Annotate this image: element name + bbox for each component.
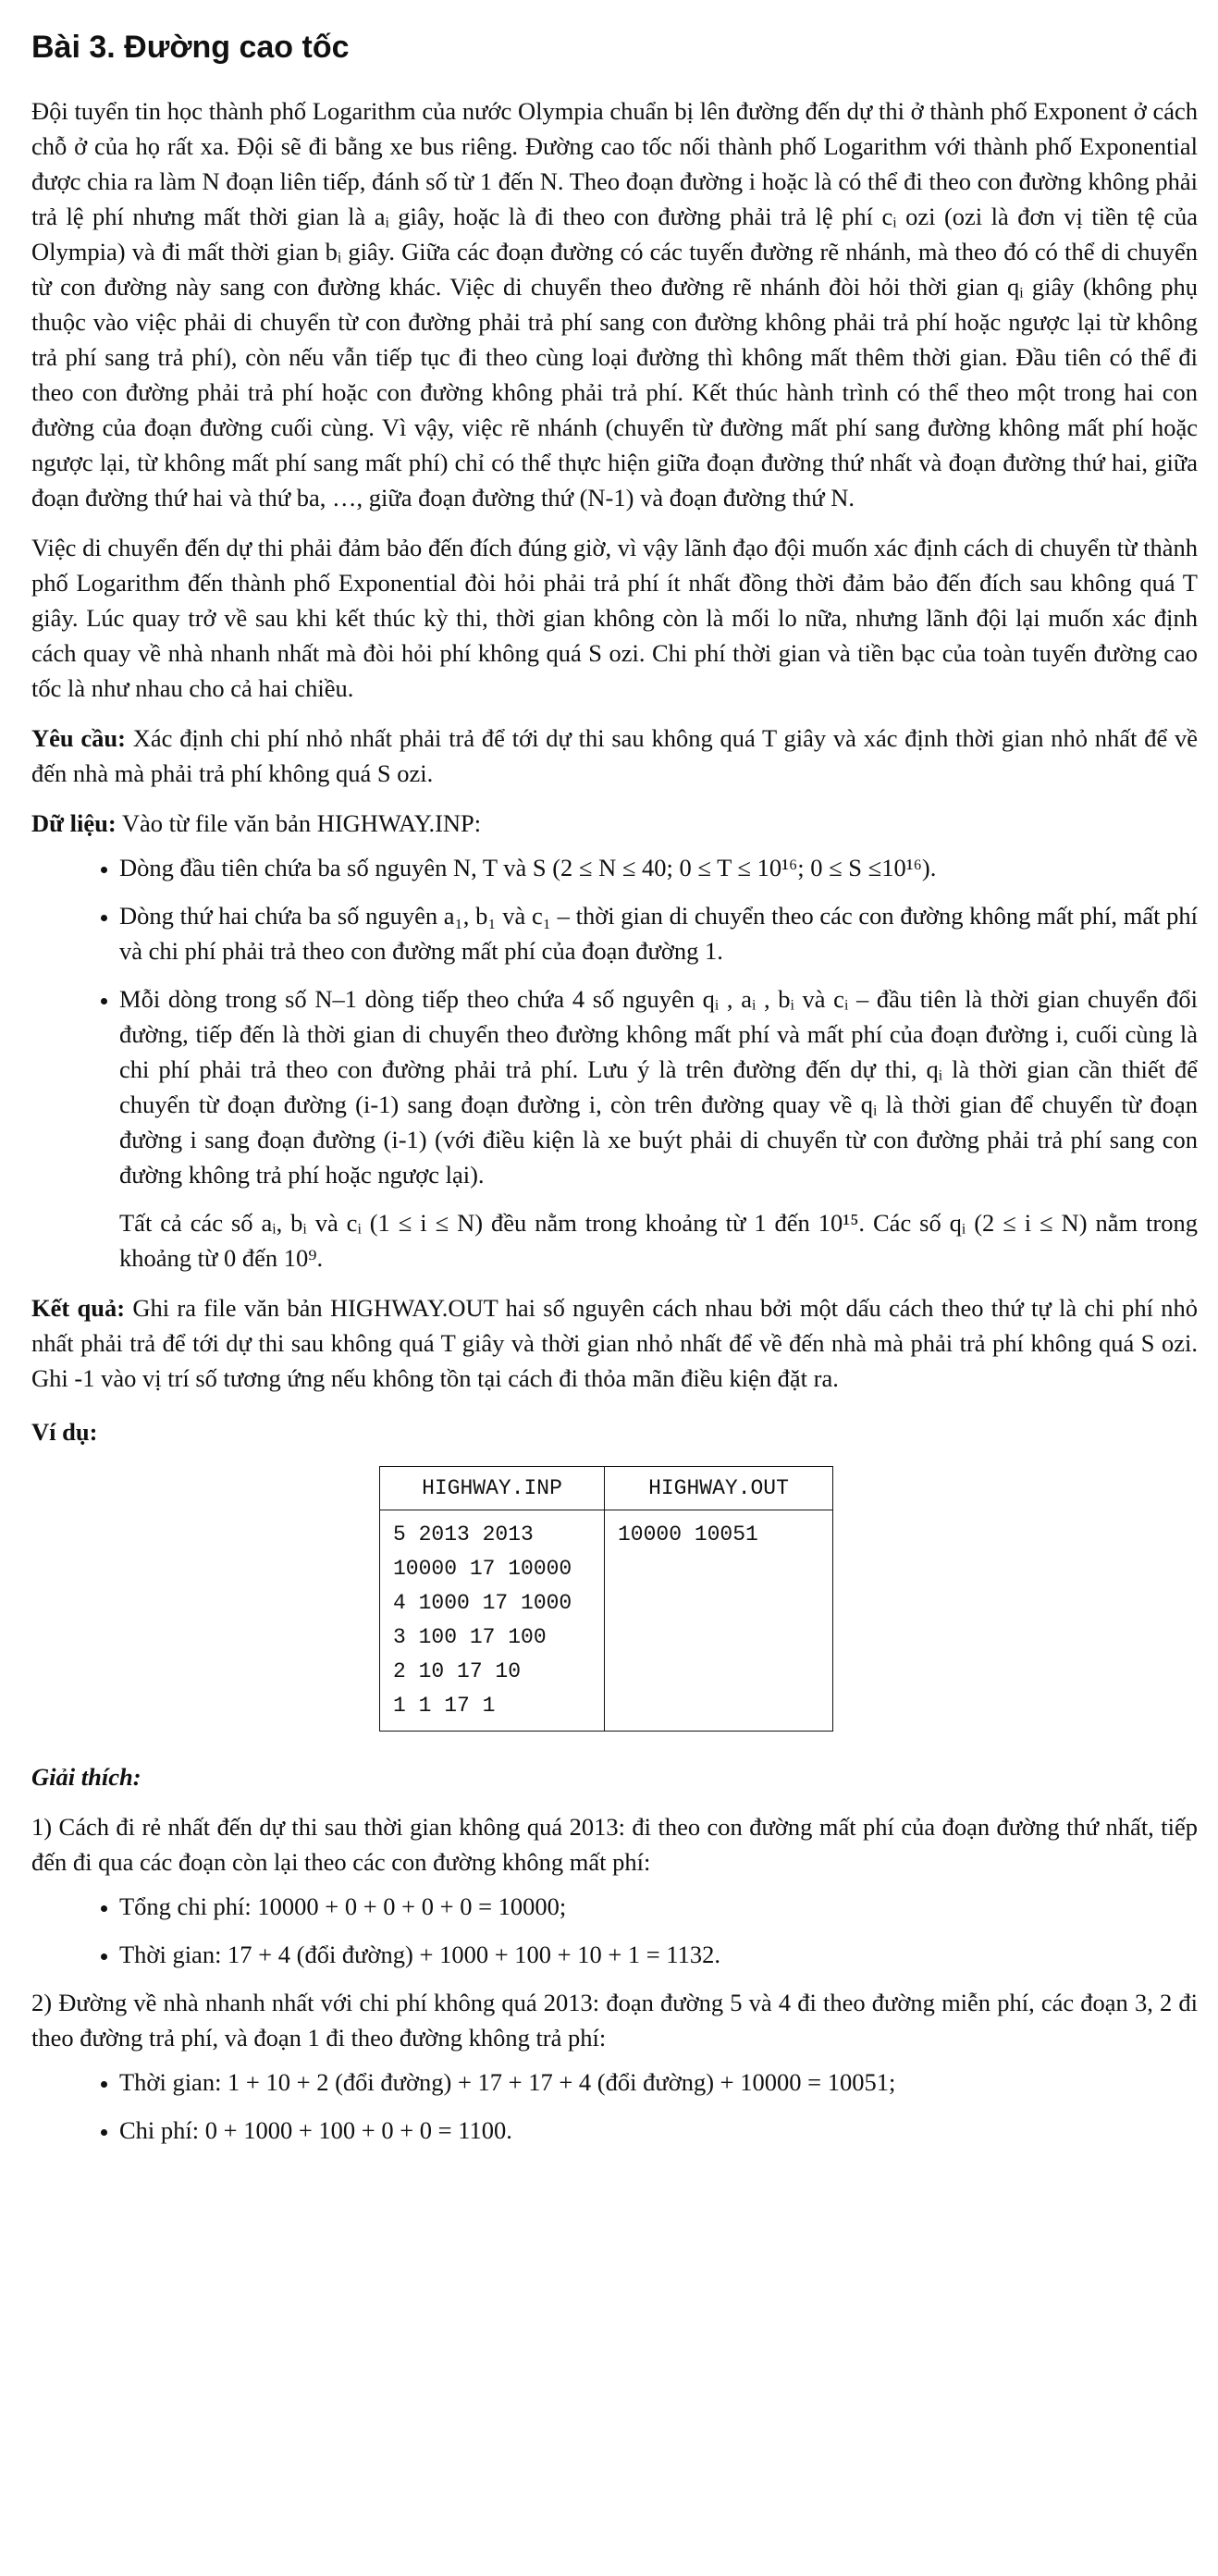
- explanation-part-1: 1) Cách đi rẻ nhất đến dự thi sau thời gian không quá 2013: đi theo con đường mất phí của đoạn đường thứ nhất, tiếp đến đi qua các đoạn còn lại theo các con đường không mất phí:: [31, 1813, 1198, 1876]
- input-constraints-note: Tất cả các số aᵢ, bᵢ và cᵢ (1 ≤ i ≤ N) đều nằm trong khoảng từ 1 đến 10¹⁵. Các số qᵢ (2 ≤ i ≤ N) nằm trong khoảng từ 0 đến 10⁹.: [119, 1209, 1198, 1272]
- example-input-line: 2 10 17 10: [393, 1659, 522, 1683]
- intro-paragraph-1: Đội tuyển tin học thành phố Logarithm của nước Olympia chuẩn bị lên đường đến dự thi ở thành phố Exponent ở cách chỗ ở của họ rất xa. Đội sẽ đi bằng xe bus riêng. Đường cao tốc nối thành phố Logarithm với thành phố Exponential được chia ra làm N đoạn liên tiếp, đánh số từ 1 đến N. Theo đoạn đường i hoặc là có thể đi theo con đường không phải trả lệ phí nhưng mất thời gian là aᵢ giây, hoặc là đi theo con đường phải trả lệ phí cᵢ ozi (ozi là đơn vị tiền tệ của Olympia) và đi mất thời gian bᵢ giây. Giữa các đoạn đường có các tuyến đường rẽ nhánh, mà theo đó có thể di chuyển từ con đường này sang con đường khác. Việc di chuyển theo đường rẽ nhánh đòi hỏi thời gian qᵢ giây (không phụ thuộc vào việc phải di chuyển từ con đường phải trả phí sang con đường không phải trả phí hoặc ngược lại từ không trả phí sang trả phí), còn nếu vẫn tiếp tục đi theo cùng loại đường thì không mất thêm thời gian. Đầu tiên có thể đi theo con đường phải trả phí hoặc con đường không phải trả phí. Kết thúc hành trình có thể theo một trong hai con đường của đoạn đường cuối cùng. Vì vậy, việc rẽ nhánh (chuyển từ đường mất phí sang đường không mất phí hoặc ngược lại, từ không mất phí sang mất phí) chỉ có thể thực hiện giữa đoạn đường thứ nhất và đoạn đường thứ hai, giữa đoạn đường thứ hai và thứ ba, …, giữa đoạn đường thứ (N-1) và đoạn đường thứ N.: [31, 97, 1198, 512]
- example-input-line: 5 2013 2013: [393, 1522, 534, 1547]
- example-table: [379, 1466, 833, 1732]
- problem-title: Bài 3. Đường cao tốc: [31, 30, 350, 65]
- requirement-text: Xác định chi phí nhỏ nhất phải trả để tới dự thi sau không quá T giây và xác định thời gian nhỏ nhất để về đến nhà mà phải trả phí không quá S ozi.: [31, 724, 1199, 787]
- example-input-line: 1 1 17 1: [393, 1694, 496, 1718]
- input-format-item: • Mỗi dòng trong số N–1 dòng tiếp theo chứa 4 số nguyên qᵢ , aᵢ , bᵢ và cᵢ – đầu tiên là thời gian chuyển đổi đường, tiếp đến là thời gian di chuyển theo đường không mất phí và mất phí của đoạn đường i, cuối cùng là chi phí phải trả theo con đường phải trả phí. Lưu ý là trên đường đến dự thi, qᵢ là thời gian cần thiết để chuyển từ đoạn đường (i-1) sang đoạn đường i, còn trên đường quay về qᵢ là thời gian để chuyển từ đoạn đường i sang đoạn đường (i-1) (với điều kiện là xe buýt phải di chuyển từ con đường phải trả phí sang con đường không trả phí hoặc ngược lại).: [119, 981, 1198, 1192]
- example-header-input: HIGHWAY.INP: [380, 1467, 605, 1510]
- input-format-item: • Dòng thứ hai chứa ba số nguyên a₁, b₁ và c₁ – thời gian di chuyển theo các con đường không mất phí, mất phí và chi phí phải trả theo con đường mất phí của đoạn đường 1.: [119, 898, 1198, 968]
- example-label: Ví dụ:: [31, 1418, 98, 1446]
- requirement-section: [31, 721, 1198, 791]
- example-output-cell: [605, 1510, 833, 1732]
- explanation-item: • Thời gian: 1 + 10 + 2 (đổi đường) + 17 + 17 + 4 (đổi đường) + 10000 = 10051;: [119, 2064, 1198, 2100]
- input-format-item: • Dòng đầu tiên chứa ba số nguyên N, T và S (2 ≤ N ≤ 40; 0 ≤ T ≤ 10¹⁶; 0 ≤ S ≤10¹⁶).: [119, 850, 1198, 885]
- example-input-line: 10000 17 10000: [393, 1557, 572, 1581]
- requirement-label: Yêu cầu:: [31, 724, 126, 752]
- output-label: Kết quả:: [31, 1294, 126, 1322]
- explanation-item: • Thời gian: 17 + 4 (đổi đường) + 1000 + 100 + 10 + 1 = 1132.: [119, 1937, 1198, 1972]
- output-text: Ghi ra file văn bản HIGHWAY.OUT hai số nguyên cách nhau bởi một dấu cách theo thứ tự là chi phí nhỏ nhất phải trả để tới dự thi sau không quá T giây và thời gian nhỏ nhất để về đến nhà mà phải trả phí không quá S ozi. Ghi -1 vào vị trí số tương ứng nếu không tồn tại cách đi thỏa mãn điều kiện đặt ra.: [31, 1294, 1199, 1392]
- input-label: Dữ liệu:: [31, 809, 117, 837]
- example-input-line: 4 1000 17 1000: [393, 1591, 572, 1615]
- explanation-item: • Tổng chi phí: 10000 + 0 + 0 + 0 + 0 = 10000;: [119, 1889, 1198, 1924]
- example-header-output: HIGHWAY.OUT: [605, 1467, 833, 1510]
- explanation-label: Giải thích:: [31, 1763, 141, 1791]
- example-output-line: 10000 10051: [618, 1522, 758, 1547]
- example-input-cell: [380, 1510, 605, 1732]
- input-text: Vào từ file văn bản HIGHWAY.INP:: [116, 809, 482, 837]
- explanation-list-1: [31, 1889, 1198, 1972]
- explanation-part-2: 2) Đường về nhà nhanh nhất với chi phí không quá 2013: đoạn đường 5 và 4 đi theo đường miễn phí, các đoạn 3, 2 đi theo đường trả phí, và đoạn 1 đi theo đường không trả phí:: [31, 1989, 1198, 2052]
- intro-paragraph-2: Việc di chuyển đến dự thi phải đảm bảo đến đích đúng giờ, vì vậy lãnh đạo đội muốn xác định cách di chuyển từ thành phố Logarithm đến thành phố Exponential đòi hỏi phải trả phí ít nhất đồng thời đảm bảo đến đích sau không quá T giây. Lúc quay trở về sau khi kết thúc kỳ thi, thời gian không còn là mối lo nữa, nhưng lãnh đội lại muốn xác định cách quay về nhà nhanh nhất mà đòi hỏi phí không quá S ozi. Chi phí thời gian và tiền bạc của toàn tuyến đường cao tốc là như nhau cho cả hai chiều.: [31, 534, 1198, 702]
- input-section: [31, 806, 1198, 841]
- example-input-line: 3 100 17 100: [393, 1625, 547, 1649]
- explanation-list-2: [31, 2064, 1198, 2148]
- explanation-item: • Chi phí: 0 + 1000 + 100 + 0 + 0 = 1100.: [119, 2113, 1198, 2148]
- input-format-list: [31, 850, 1198, 1192]
- output-section: [31, 1290, 1198, 1396]
